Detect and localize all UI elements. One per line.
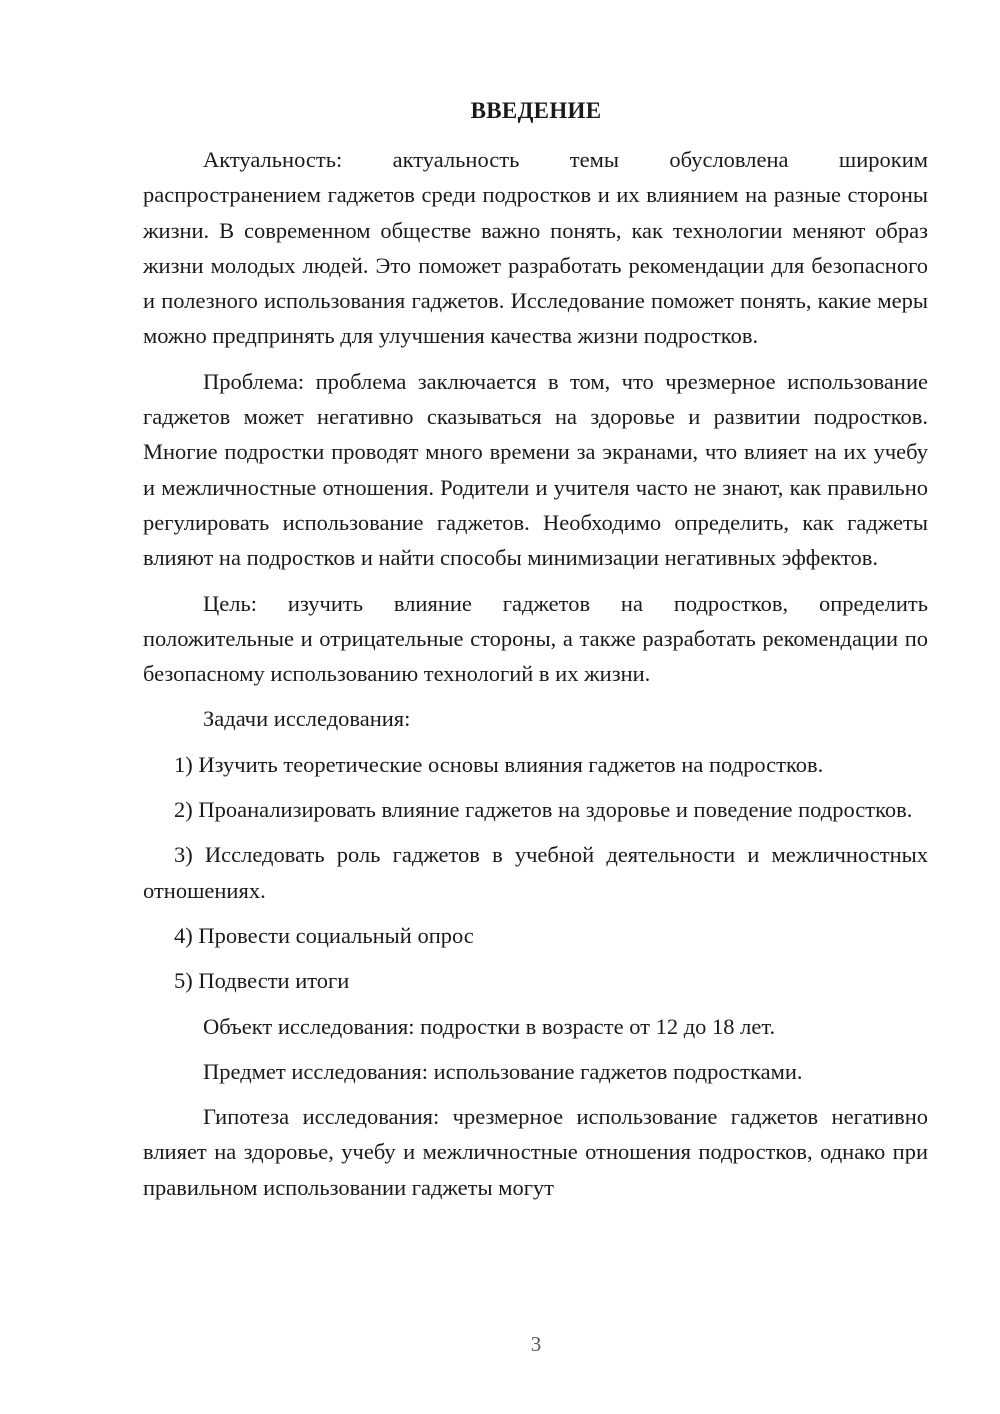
task-item-1: 1) Изучить теоретические основы влияния гаджетов на подростков. [174, 751, 824, 777]
problem-paragraph: Проблема: проблема заключается в том, что чрезмерное использование гаджетов может негативно сказываться на здоровье и развитии подростков. Многие подростки проводят много времени за экранами, что влияет на их учебу и межличностные отношения. Родители и учителя часто не знают, как правильно регулировать использование гаджетов. Необходимо определить, как гаджеты влияют на подростков и найти способы минимизации негативных эффектов. [143, 368, 928, 571]
task-item-4: 4) Провести социальный опрос [174, 922, 474, 948]
task-item-2: 2) Проанализировать влияние гаджетов на здоровье и поведение подростков. [174, 797, 913, 823]
page-number: 3 [530, 1332, 542, 1356]
task-item-3: 3) Исследовать роль гаджетов в учебной деятельности и межличностных отношениях. [143, 842, 928, 903]
task-item-5: 5) Подвести итоги [174, 968, 350, 994]
subject-paragraph: Предмет исследования: использование гаджетов подростками. [203, 1058, 803, 1084]
relevance-paragraph: Актуальность: актуальность темы обусловлена широким распространением гаджетов среди подростков и их влиянием на разные стороны жизни. В современном обществе важно понять, как технологии меняют образ жизни молодых людей. Это поможет разработать рекомендации для безопасного и полезного использования гаджетов. Исследование поможет понять, какие меры можно предпринять для улучшения качества жизни подростков. [143, 147, 928, 349]
hypothesis-paragraph: Гипотеза исследования: чрезмерное использование гаджетов негативно влияет на здоровье, учебу и межличностные отношения подростков, однако при правильном использовании гаджеты могут [143, 1104, 928, 1200]
tasks-heading: Задачи исследования: [203, 706, 411, 732]
goal-paragraph: Цель: изучить влияние гаджетов на подростков, определить положительные и отрицательные стороны, а также разработать рекомендации по безопасному использованию технологий в их жизни. [143, 590, 928, 687]
section-body [143, 142, 928, 1205]
object-paragraph: Объект исследования: подростки в возрасте от 12 до 18 лет. [203, 1013, 776, 1039]
section-title: ВВЕДЕНИЕ [470, 98, 602, 123]
